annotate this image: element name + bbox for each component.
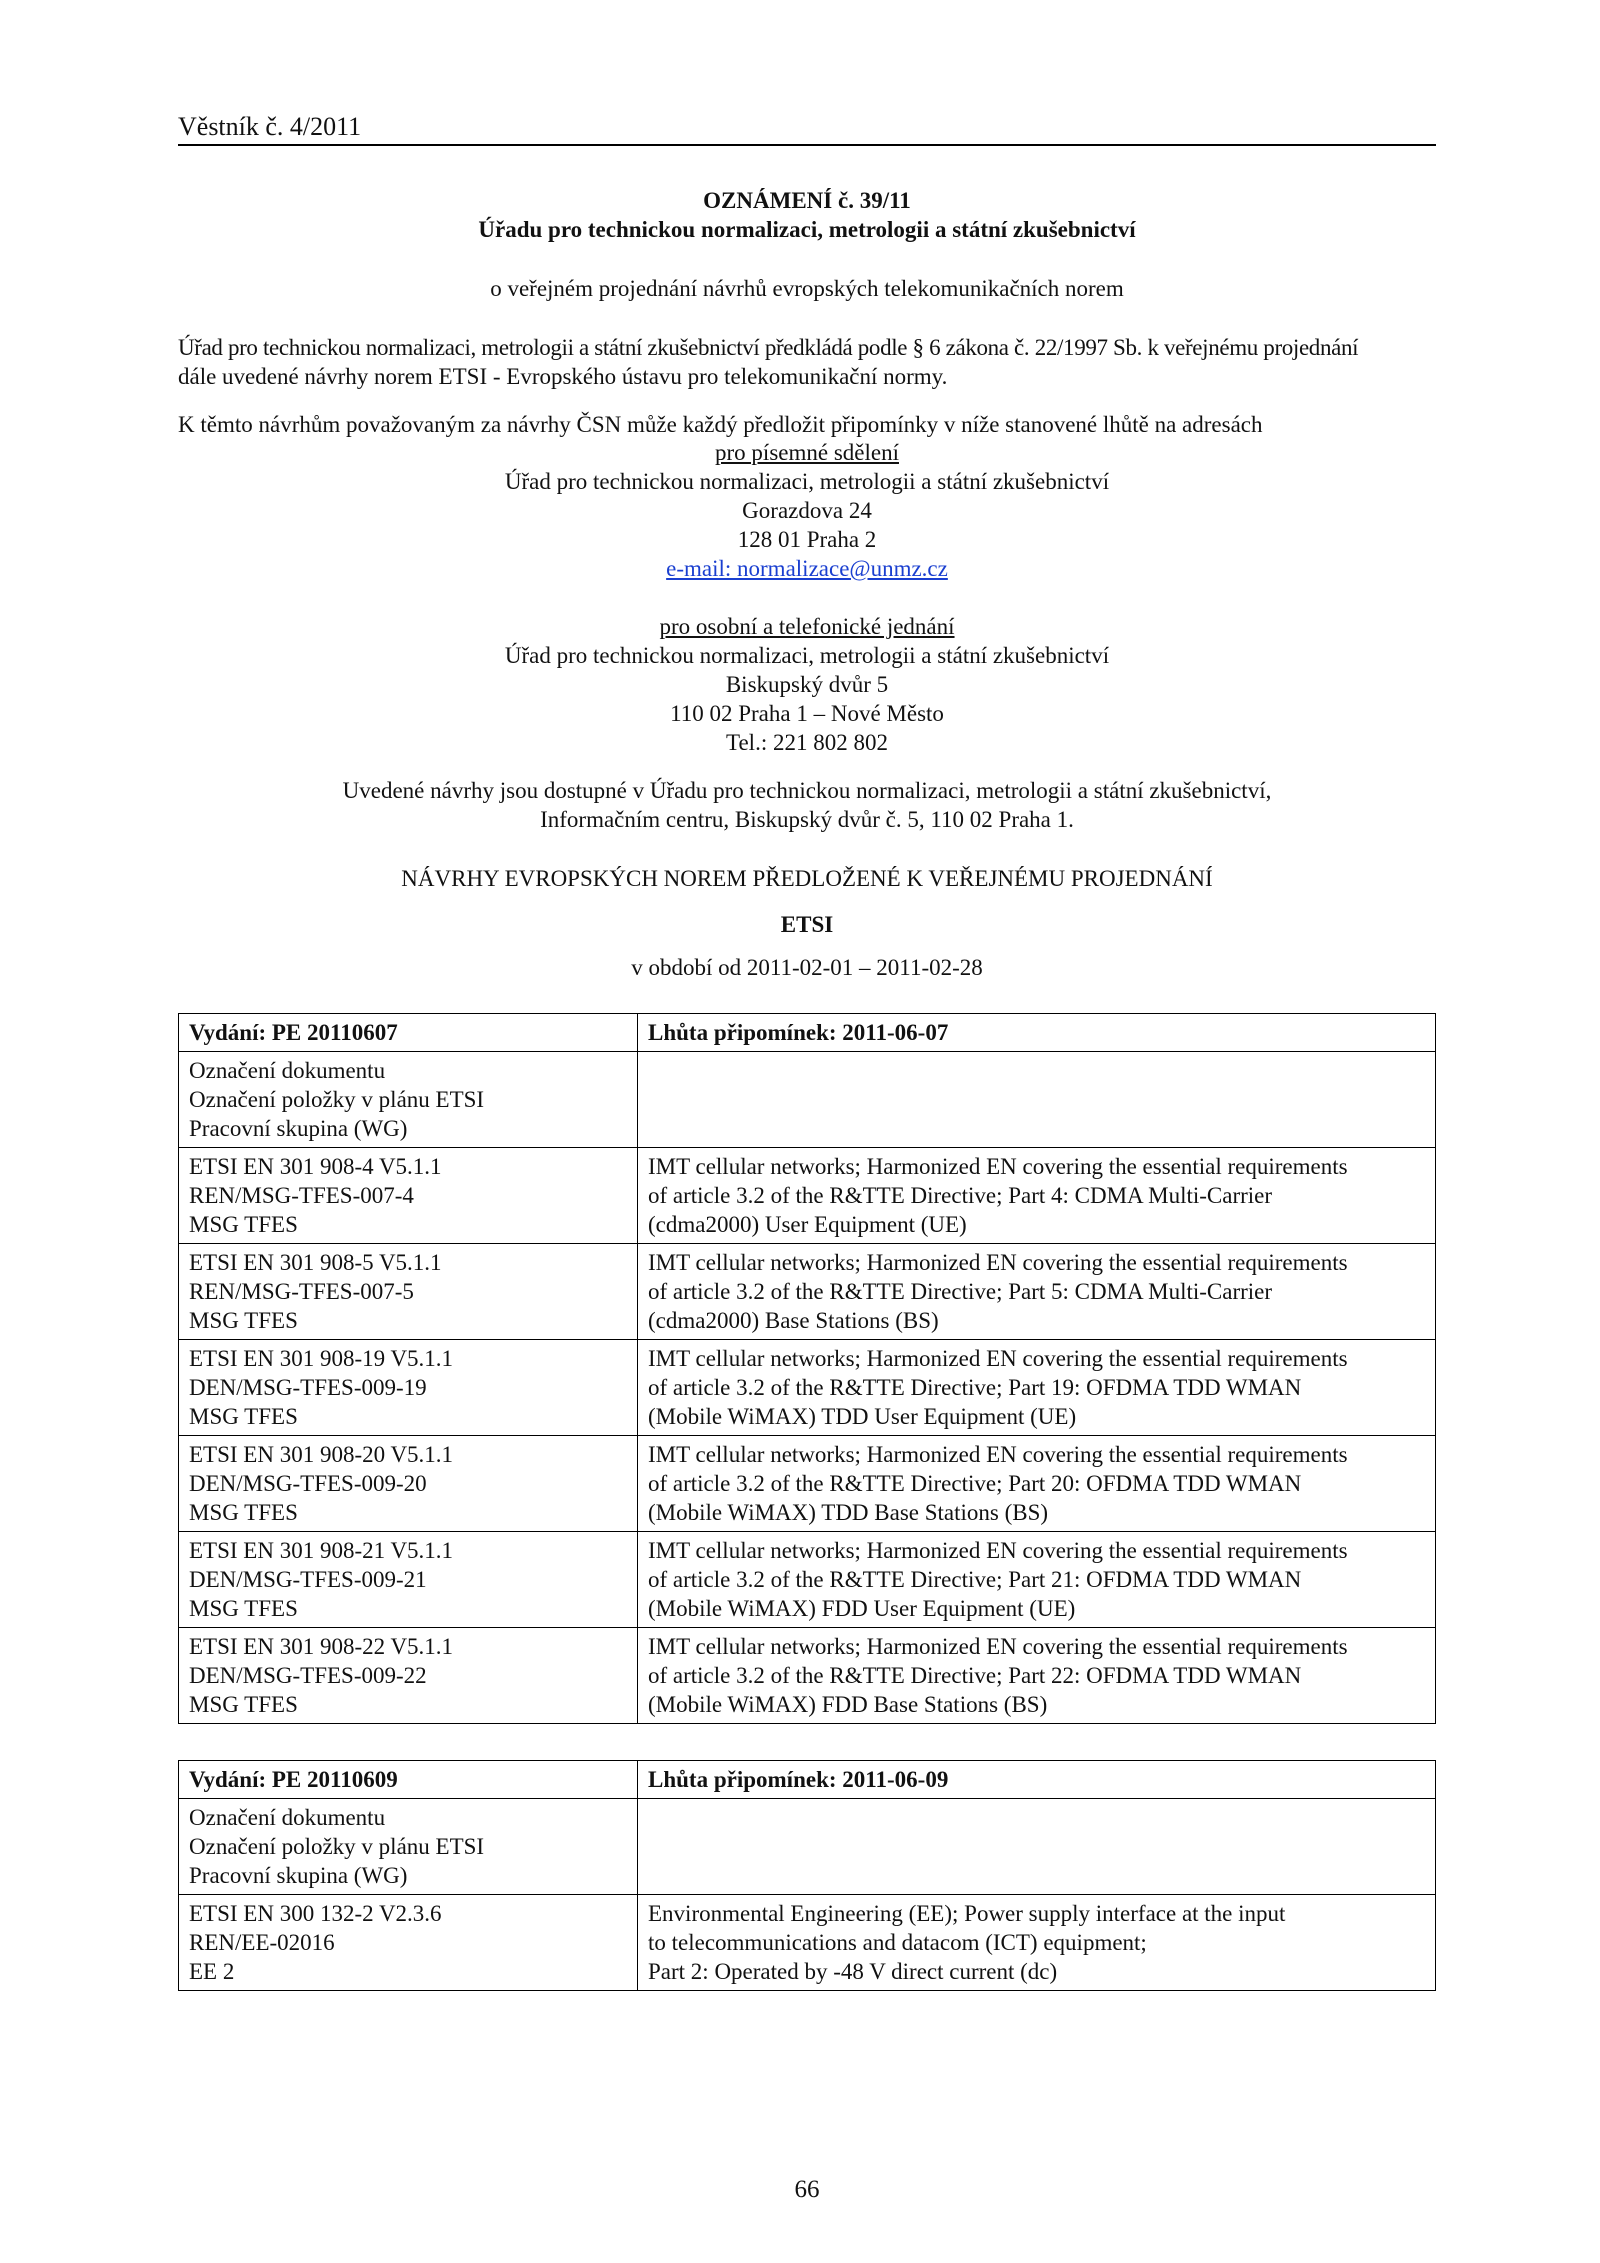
document-title-cell (638, 1244, 1436, 1340)
table-row (179, 1628, 1436, 1724)
legend-document: Označení dokumentu (189, 1058, 386, 1083)
table-row (179, 1244, 1436, 1340)
title-line: IMT cellular networks; Harmonized EN covering the essential requirements (648, 1634, 1348, 1659)
document-ids-cell (179, 1340, 638, 1436)
intro-line-1: Úřad pro technickou normalizaci, metrologii a státní zkušebnictví předkládá podle § 6 zákona č. 22/1997 Sb. k veřejnému projednání (178, 335, 1359, 360)
working-group: MSG TFES (189, 1308, 298, 1333)
working-group: MSG TFES (189, 1596, 298, 1621)
personal-address-org: Úřad pro technickou normalizaci, metrologii a státní zkušebnictví (504, 643, 1110, 668)
deadline-cell: Lhůta připomínek: 2011-06-07 (638, 1014, 1436, 1052)
document-number: ETSI EN 301 908-22 V5.1.1 (189, 1634, 454, 1659)
page-number: 66 (794, 2176, 820, 2203)
title-line: of article 3.2 of the R&TTE Directive; Part 21: OFDMA TDD WMAN (648, 1567, 1302, 1592)
table-row (179, 1148, 1436, 1244)
table-header-row (179, 1761, 1436, 1799)
legend-document: Označení dokumentu (189, 1805, 386, 1830)
personal-address-heading: pro osobní a telefonické jednání (659, 614, 955, 639)
plan-item-number: REN/EE-02016 (189, 1930, 335, 1955)
legend-empty-cell (638, 1052, 1436, 1148)
table-row (179, 1340, 1436, 1436)
table-legend-row (179, 1052, 1436, 1148)
title-line: of article 3.2 of the R&TTE Directive; Part 22: OFDMA TDD WMAN (648, 1663, 1302, 1688)
edition-cell: Vydání: PE 20110609 (179, 1761, 638, 1799)
title-line: of article 3.2 of the R&TTE Directive; Part 20: OFDMA TDD WMAN (648, 1471, 1302, 1496)
plan-item-number: REN/MSG-TFES-007-4 (189, 1183, 414, 1208)
announcement-title: OZNÁMENÍ č. 39/11 (703, 188, 911, 213)
title-line: to telecommunications and datacom (ICT) equipment; (648, 1930, 1147, 1955)
personal-address-street: Biskupský dvůr 5 (725, 672, 889, 697)
announcement-subtitle: Úřadu pro technickou normalizaci, metrologii a státní zkušebnictví (478, 217, 1136, 242)
document-ids-cell (179, 1628, 638, 1724)
deadline-cell: Lhůta připomínek: 2011-06-09 (638, 1761, 1436, 1799)
title-line: (cdma2000) User Equipment (UE) (648, 1212, 967, 1237)
edition-cell: Vydání: PE 20110607 (179, 1014, 638, 1052)
table-row (179, 1895, 1436, 1991)
plan-item-number: REN/MSG-TFES-007-5 (189, 1279, 414, 1304)
document-title-cell (638, 1148, 1436, 1244)
table-row (179, 1532, 1436, 1628)
document-ids-cell (179, 1148, 638, 1244)
title-line: IMT cellular networks; Harmonized EN covering the essential requirements (648, 1154, 1348, 1179)
written-address-org: Úřad pro technickou normalizaci, metrologii a státní zkušebnictví (504, 469, 1110, 494)
title-line: IMT cellular networks; Harmonized EN covering the essential requirements (648, 1250, 1348, 1275)
document-title-cell (638, 1340, 1436, 1436)
plan-item-number: DEN/MSG-TFES-009-21 (189, 1567, 427, 1592)
written-address-street: Gorazdova 24 (742, 498, 872, 523)
email-link[interactable]: e-mail: normalizace@unmz.cz (666, 556, 948, 581)
section-period: v období od 2011-02-01 – 2011-02-28 (631, 955, 983, 980)
title-line: Part 2: Operated by -48 V direct current (dc) (648, 1959, 1058, 1984)
working-group: EE 2 (189, 1959, 235, 1984)
document-number: ETSI EN 301 908-19 V5.1.1 (189, 1346, 454, 1371)
working-group: MSG TFES (189, 1404, 298, 1429)
personal-address-city: 110 02 Praha 1 – Nové Město (670, 701, 944, 726)
working-group: MSG TFES (189, 1212, 298, 1237)
title-line: of article 3.2 of the R&TTE Directive; Part 19: OFDMA TDD WMAN (648, 1375, 1302, 1400)
availability-line-1: Uvedené návrhy jsou dostupné v Úřadu pro technickou normalizaci, metrologii a státní zkušebnictví, (342, 778, 1272, 803)
title-line: (cdma2000) Base Stations (BS) (648, 1308, 939, 1333)
plan-item-number: DEN/MSG-TFES-009-22 (189, 1663, 427, 1688)
document-ids-cell (179, 1895, 638, 1991)
legend-plan-item: Označení položky v plánu ETSI (189, 1087, 485, 1112)
plan-item-number: DEN/MSG-TFES-009-19 (189, 1375, 427, 1400)
document-number: ETSI EN 301 908-5 V5.1.1 (189, 1250, 442, 1275)
section-title: NÁVRHY EVROPSKÝCH NOREM PŘEDLOŽENÉ K VEŘEJNÉMU PROJEDNÁNÍ (401, 866, 1213, 891)
document-title-cell (638, 1436, 1436, 1532)
personal-address-phone: Tel.: 221 802 802 (726, 730, 888, 755)
written-address-heading: pro písemné sdělení (715, 440, 899, 465)
document-ids-cell (179, 1244, 638, 1340)
title-line: (Mobile WiMAX) FDD User Equipment (UE) (648, 1596, 1076, 1621)
standards-table-1 (178, 1013, 1436, 1724)
table-legend-row (179, 1799, 1436, 1895)
document-page (178, 0, 1436, 2263)
title-line: IMT cellular networks; Harmonized EN covering the essential requirements (648, 1538, 1348, 1563)
document-number: ETSI EN 300 132-2 V2.3.6 (189, 1901, 442, 1926)
comments-line: K těmto návrhům považovaným za návrhy ČSN může každý předložit připomínky v níže stanovené lhůtě na adresách (178, 412, 1263, 437)
table-header-row (179, 1014, 1436, 1052)
title-line: of article 3.2 of the R&TTE Directive; Part 4: CDMA Multi-Carrier (648, 1183, 1273, 1208)
legend-plan-item: Označení položky v plánu ETSI (189, 1834, 485, 1859)
table-row (179, 1436, 1436, 1532)
page-header: Věstník č. 4/2011 (178, 112, 1436, 146)
document-ids-cell (179, 1436, 638, 1532)
announcement-topic: o veřejném projednání návrhů evropských telekomunikačních norem (490, 276, 1124, 301)
title-line: (Mobile WiMAX) TDD User Equipment (UE) (648, 1404, 1077, 1429)
title-line: (Mobile WiMAX) FDD Base Stations (BS) (648, 1692, 1048, 1717)
legend-cell (179, 1799, 638, 1895)
title-line: of article 3.2 of the R&TTE Directive; Part 5: CDMA Multi-Carrier (648, 1279, 1273, 1304)
working-group: MSG TFES (189, 1692, 298, 1717)
document-title-cell (638, 1628, 1436, 1724)
document-number: ETSI EN 301 908-4 V5.1.1 (189, 1154, 442, 1179)
document-number: ETSI EN 301 908-21 V5.1.1 (189, 1538, 454, 1563)
title-line: (Mobile WiMAX) TDD Base Stations (BS) (648, 1500, 1049, 1525)
title-line: IMT cellular networks; Harmonized EN covering the essential requirements (648, 1346, 1348, 1371)
title-line: Environmental Engineering (EE); Power supply interface at the input (648, 1901, 1286, 1926)
availability-line-2: Informačním centru, Biskupský dvůr č. 5, 110 02 Praha 1. (540, 807, 1074, 832)
legend-working-group: Pracovní skupina (WG) (189, 1116, 408, 1141)
section-org: ETSI (780, 912, 834, 937)
legend-working-group: Pracovní skupina (WG) (189, 1863, 408, 1888)
document-number: ETSI EN 301 908-20 V5.1.1 (189, 1442, 454, 1467)
document-ids-cell (179, 1532, 638, 1628)
plan-item-number: DEN/MSG-TFES-009-20 (189, 1471, 427, 1496)
title-line: IMT cellular networks; Harmonized EN covering the essential requirements (648, 1442, 1348, 1467)
working-group: MSG TFES (189, 1500, 298, 1525)
document-title-cell (638, 1532, 1436, 1628)
standards-table-2 (178, 1760, 1436, 1991)
document-title-cell (638, 1895, 1436, 1991)
legend-cell (179, 1052, 638, 1148)
written-address-city: 128 01 Praha 2 (737, 527, 877, 552)
legend-empty-cell (638, 1799, 1436, 1895)
intro-line-2: dále uvedené návrhy norem ETSI - Evropského ústavu pro telekomunikační normy. (178, 364, 948, 389)
